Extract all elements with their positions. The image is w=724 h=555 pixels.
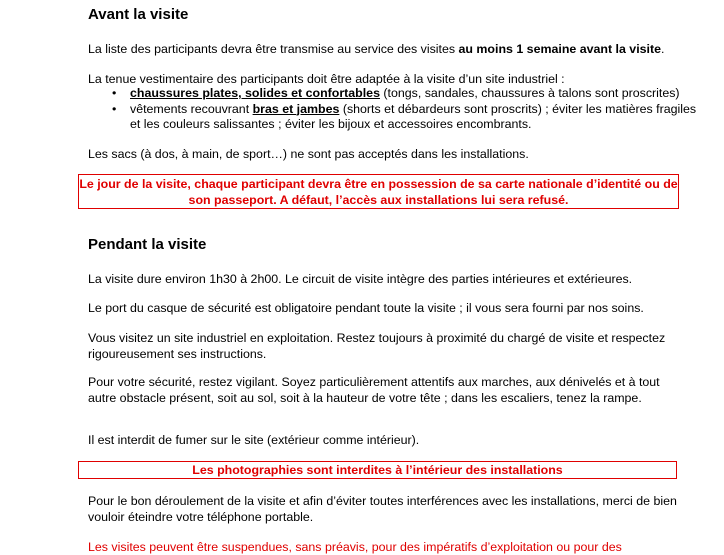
suspension-notice: Les visites peuvent être suspendues, sans préavis, pour des impératifs d’exploitation ou pour des [88, 540, 622, 554]
phone-paragraph: Pour le bon déroulement de la visite et afin d’éviter toutes interférences avec les installations, merci de bien vouloir éteindre votre téléphone portable. [88, 494, 677, 524]
site-paragraph: Vous visitez un site industriel en exploitation. Restez toujours à proximité du chargé de visite et respectez rigoureusement ses instructions. [88, 331, 666, 361]
list-item: • chaussures plates, solides et confortables (tongs, sandales, chaussures à talons sont proscrites) [112, 86, 680, 100]
bullet-icon: • [112, 86, 117, 100]
duration-paragraph: La visite dure environ 1h30 à 2h00. Le circuit de visite intègre des parties intérieures et extérieures. [88, 272, 633, 286]
smoking-paragraph: Il est interdit de fumer sur le site (extérieur comme intérieur). [88, 433, 420, 447]
dress-code-list [88, 86, 698, 133]
helmet-paragraph: Le port du casque de sécurité est obligatoire pendant toute la visite ; il vous sera fourni par nos soins. [88, 301, 644, 315]
safety-paragraph: Pour votre sécurité, restez vigilant. Soyez particulièrement attentifs aux marches, aux dénivelés et à tout autre obstacle présent, soit au sol, soit à la hauteur de votre tête ; dans les escaliers, tenez la rampe. [88, 375, 660, 405]
bags-paragraph: Les sacs (à dos, à main, de sport…) ne sont pas acceptés dans les installations. [88, 147, 529, 161]
list-item: • vêtements recouvrant bras et jambes (shorts et débardeurs sont proscrits) ; éviter les matières fragiles et les couleurs salissantes ; éviter les bijoux et accessoires encombrants. [112, 101, 697, 131]
photo-warning-box: Les photographies sont interdites à l’intérieur des installations [78, 461, 677, 479]
id-warning-box: Le jour de la visite, chaque participant devra être en possession de sa carte nationale d’identité ou de son passeport. A défaut, l’accès aux installations lui sera refusé. [78, 174, 679, 209]
heading-before-visit: Avant la visite [88, 6, 189, 23]
bullet-icon: • [112, 101, 117, 116]
dress-code-intro: La tenue vestimentaire des participants doit être adaptée à la visite d’un site industriel : [88, 72, 565, 86]
participants-list-paragraph: La liste des participants devra être transmise au service des visites au moins 1 semaine avant la visite. [88, 42, 665, 56]
heading-during-visit: Pendant la visite [88, 236, 207, 253]
